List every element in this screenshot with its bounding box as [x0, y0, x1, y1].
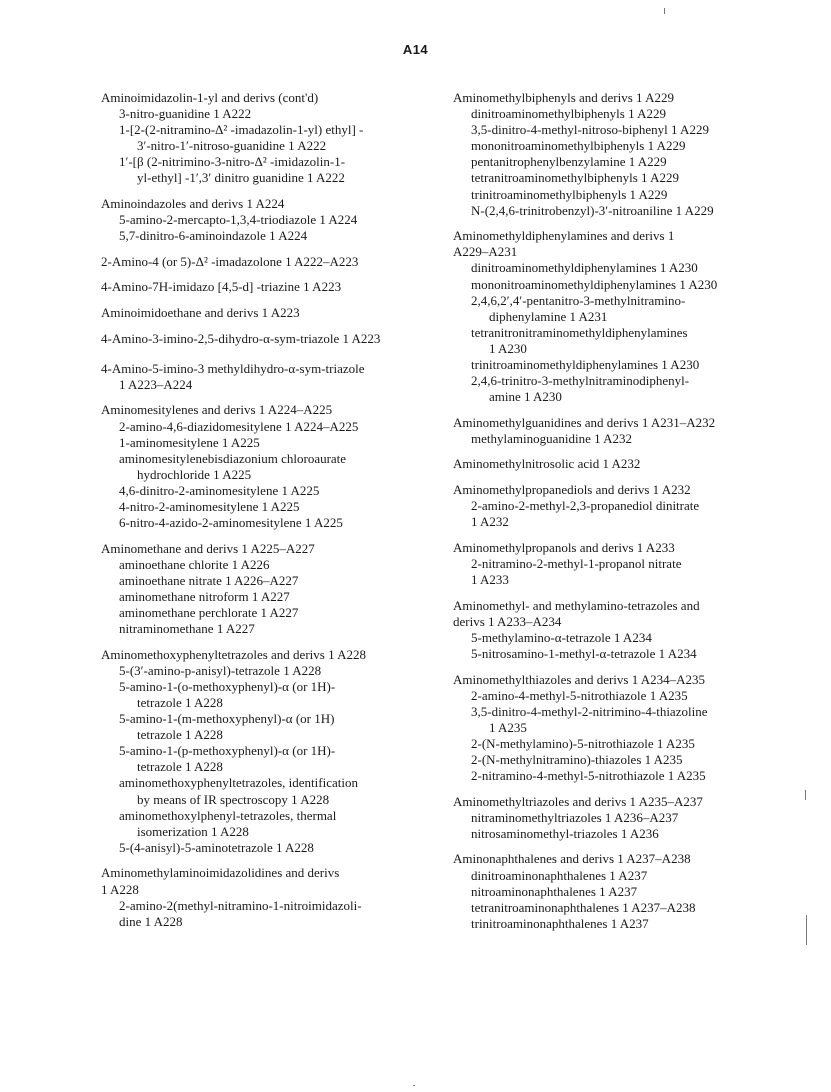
sub-entry-continuation: 1 A230: [489, 340, 527, 356]
scan-speck: [413, 1085, 415, 1086]
sub-entry: 2-amino-2-methyl-2,3-propanediol dinitrate: [471, 498, 700, 514]
entry-heading: Aminomethylthiazoles and derivs 1 A234–A235: [453, 671, 706, 687]
sub-entry-continuation: 3′-nitro-1′-nitroso-guanidine 1 A222: [137, 138, 327, 154]
sub-entry: nitraminomethane 1 A227: [119, 621, 255, 637]
sub-entry-continuation: isomerization 1 A228: [137, 823, 249, 839]
sub-entry-continuation: yl-ethyl] -1′,3′ dinitro guanidine 1 A222: [137, 170, 345, 186]
sub-entry: 5-amino-1-(p-methoxyphenyl)-α (or 1H)-: [119, 743, 336, 759]
index-entry: [453, 851, 803, 931]
sub-entry-continuation: tetrazole 1 A228: [137, 727, 223, 743]
entry-heading: Aminomethylguanidines and derivs 1 A231–A232: [453, 414, 716, 430]
sub-entry: tetranitroaminonaphthalenes 1 A237–A238: [471, 899, 696, 915]
index-entry: [101, 254, 431, 270]
index-entry: [453, 482, 803, 530]
sub-entry-continuation: tetrazole 1 A228: [137, 695, 223, 710]
entry-heading: 2-Amino-4 (or 5)-Δ² -imadazolone 1 A222–A223: [101, 253, 359, 269]
sub-entry: 4-nitro-2-aminomesitylene 1 A225: [119, 498, 300, 514]
sub-entry: aminomethane perchlorate 1 A227: [119, 605, 299, 621]
entry-heading: Aminoindazoles and derivs 1 A224: [101, 196, 285, 212]
sub-entry-continuation: by means of IR spectroscopy 1 A228: [137, 791, 330, 807]
sub-entry-continuation: 1 A232: [471, 514, 509, 530]
entry-heading: 4-Amino-7H-imidazo [4,5-d] -triazine 1 A223: [101, 279, 342, 295]
index-entry: [101, 305, 431, 321]
entry-heading: Aminonaphthalenes and derivs 1 A237–A238: [453, 851, 691, 867]
sub-entry: 1′-[β (2-nitrimino-3-nitro-Δ² -imidazolin-1-: [119, 154, 346, 170]
index-entry: [453, 672, 803, 785]
sub-entry: 5,7-dinitro-6-aminoindazole 1 A224: [119, 228, 308, 244]
sub-entry: dinitroaminonaphthalenes 1 A237: [471, 867, 648, 883]
entry-heading: Aminomethylpropanols and derivs 1 A233: [453, 539, 675, 555]
index-entry: [101, 865, 431, 929]
sub-entry: trinitroaminonaphthalenes 1 A237: [471, 915, 649, 931]
sub-entry: 6-nitro-4-azido-2-aminomesitylene 1 A225: [119, 515, 343, 531]
left-column: [101, 90, 431, 939]
index-entry: [101, 279, 431, 295]
sub-entry: aminoethane chlorite 1 A226: [119, 556, 270, 572]
entry-heading: Aminomethylbiphenyls and derivs 1 A229: [453, 90, 674, 105]
index-entry: [101, 647, 431, 856]
scan-speck: [664, 8, 665, 14]
sub-entry: 1-aminomesitylene 1 A225: [119, 434, 260, 450]
sub-entry: 5-amino-2-mercapto-1,3,4-triodiazole 1 A224: [119, 212, 358, 228]
sub-entry: 1-[2-(2-nitramino-Δ² -imadazolin-1-yl) ethyl] -: [119, 122, 364, 138]
sub-entry: pentanitrophenylbenzylamine 1 A229: [471, 154, 667, 170]
sub-entry: 5-(3′-amino-p-anisyl)-tetrazole 1 A228: [119, 662, 322, 678]
sub-entry: mononitroaminomethyldiphenylamines 1 A230: [471, 276, 718, 292]
sub-entry: nitraminomethyltriazoles 1 A236–A237: [471, 809, 679, 825]
sub-entry-continuation: 1 A235: [489, 719, 527, 735]
sub-entry: 2-amino-4,6-diazidomesitylene 1 A224–A225: [119, 418, 359, 434]
sub-entry: aminomesitylenebisdiazonium chloroaurate: [119, 450, 347, 466]
index-entry: [101, 90, 431, 187]
entry-heading: Aminomethyl- and methylamino-tetrazoles and: [453, 597, 700, 613]
entry-heading: 4-Amino-5-imino-3 methyldihydro-α-sym-triazole: [101, 360, 365, 376]
sub-entry: N-(2,4,6-trinitrobenzyl)-3′-nitroaniline 1 A229: [471, 202, 714, 218]
sub-entry: 5-amino-1-(m-methoxyphenyl)-α (or 1H): [119, 711, 335, 727]
sub-entry: dinitroaminomethylbiphenyls 1 A229: [471, 106, 666, 122]
entry-heading: Aminomethane and derivs 1 A225–A227: [101, 540, 315, 556]
sub-entry: nitrosaminomethyl-triazoles 1 A236: [471, 825, 659, 841]
sub-entry: aminoethane nitrate 1 A226–A227: [119, 572, 299, 588]
index-entry: [453, 598, 803, 662]
sub-entry: 2-(N-methylnitramino)-thiazoles 1 A235: [471, 751, 683, 767]
index-entry: [101, 196, 431, 244]
sub-entry: trinitroaminomethylbiphenyls 1 A229: [471, 186, 668, 202]
sub-entry: 5-methylamino-α-tetrazole 1 A234: [471, 629, 652, 645]
sub-entry: 2-nitramino-4-methyl-5-nitrothiazole 1 A235: [471, 768, 706, 784]
entry-heading-continuation: derivs 1 A233–A234: [453, 613, 562, 629]
index-entry: [453, 540, 803, 588]
scan-speck: [805, 790, 806, 800]
index-entry: [453, 90, 803, 219]
index-entry: [453, 456, 803, 472]
index-entry: [101, 541, 431, 638]
sub-entry: 5-(4-anisyl)-5-aminotetrazole 1 A228: [119, 839, 314, 855]
sub-entry: tetranitroaminomethylbiphenyls 1 A229: [471, 170, 679, 186]
entry-heading: Aminoimidoethane and derivs 1 A223: [101, 305, 300, 321]
index-entry: [101, 402, 431, 531]
sub-entry: 3,5-dinitro-4-methyl-nitroso-biphenyl 1 A229: [471, 122, 709, 138]
sub-entry: 3,5-dinitro-4-methyl-2-nitrimino-4-thiazoline: [471, 703, 708, 719]
sub-entry: aminomethoxylphenyl-tetrazoles, thermal: [119, 807, 337, 823]
sub-entry: nitroaminonaphthalenes 1 A237: [471, 883, 638, 899]
sub-entry: 2,4,6-trinitro-3-methylnitraminodiphenyl-: [471, 373, 690, 389]
entry-heading: Aminomethylaminoimidazolidines and derivs: [101, 865, 340, 881]
entry-heading: 4-Amino-3-imino-2,5-dihydro-α-sym-triazole 1 A223: [101, 330, 381, 346]
entry-heading: Aminomethylpropanediols and derivs 1 A232: [453, 482, 691, 498]
sub-entry: 2-amino-2(methyl-nitramino-1-nitroimidazoli-: [119, 897, 362, 913]
entry-heading: Aminomethyltriazoles and derivs 1 A235–A237: [453, 793, 703, 809]
index-entry: [453, 415, 803, 447]
entry-heading: Aminomesitylenes and derivs 1 A224–A225: [101, 402, 333, 418]
index-entry: [101, 361, 431, 393]
entry-heading-continuation: A229–A231: [453, 244, 518, 260]
sub-entry: methylaminoguanidine 1 A232: [471, 430, 633, 446]
sub-entry: mononitroaminomethylbiphenyls 1 A229: [471, 138, 686, 154]
sub-entry-continuation: diphenylamine 1 A231: [489, 308, 608, 324]
sub-entry-continuation: amine 1 A230: [489, 389, 562, 405]
sub-entry: 5-amino-1-(o-methoxyphenyl)-α (or 1H)-: [119, 678, 336, 694]
entry-heading: Aminoimidazolin-1-yl and derivs (cont'd): [101, 90, 319, 105]
sub-entry: aminomethoxyphenyltetrazoles, identification: [119, 775, 358, 791]
sub-entry: aminomethane nitroform 1 A227: [119, 588, 290, 604]
page-header: A14: [402, 42, 429, 57]
sub-entry-continuation: hydrochloride 1 A225: [137, 466, 252, 482]
entry-heading-continuation: 1 A228: [101, 881, 139, 897]
entry-heading: Aminomethylnitrosolic acid 1 A232: [453, 456, 641, 472]
sub-entry: tetranitronitraminomethyldiphenylamines: [471, 324, 688, 340]
sub-entry: 2-(N-methylamino)-5-nitrothiazole 1 A235: [471, 735, 695, 751]
sub-entry: trinitroaminomethyldiphenylamines 1 A230: [471, 357, 700, 372]
entry-heading: Aminomethoxyphenyltetrazoles and derivs 1 A228: [101, 646, 367, 662]
sub-entry-continuation: 1 A233: [471, 572, 509, 588]
sub-entry: 3-nitro-guanidine 1 A222: [119, 106, 252, 122]
sub-entry: 1 A223–A224: [119, 376, 193, 392]
sub-entry: 4,6-dinitro-2-aminomesitylene 1 A225: [119, 482, 320, 498]
index-entry: [453, 228, 803, 405]
sub-entry: 2-amino-4-methyl-5-nitrothiazole 1 A235: [471, 687, 688, 703]
sub-entry-continuation: tetrazole 1 A228: [137, 759, 223, 775]
sub-entry: 2-nitramino-2-methyl-1-propanol nitrate: [471, 555, 682, 571]
index-entry: [101, 331, 431, 347]
scan-speck: [806, 915, 807, 945]
sub-entry: dinitroaminomethyldiphenylamines 1 A230: [471, 260, 698, 276]
sub-entry: 2,4,6,2′,4′-pentanitro-3-methylnitramino-: [471, 292, 686, 308]
entry-heading: Aminomethyldiphenylamines and derivs 1: [453, 228, 675, 244]
sub-entry-continuation: dine 1 A228: [119, 913, 183, 929]
sub-entry: 5-nitrosamino-1-methyl-α-tetrazole 1 A234: [471, 645, 697, 661]
right-column: [453, 90, 803, 941]
index-entry: [453, 794, 803, 842]
